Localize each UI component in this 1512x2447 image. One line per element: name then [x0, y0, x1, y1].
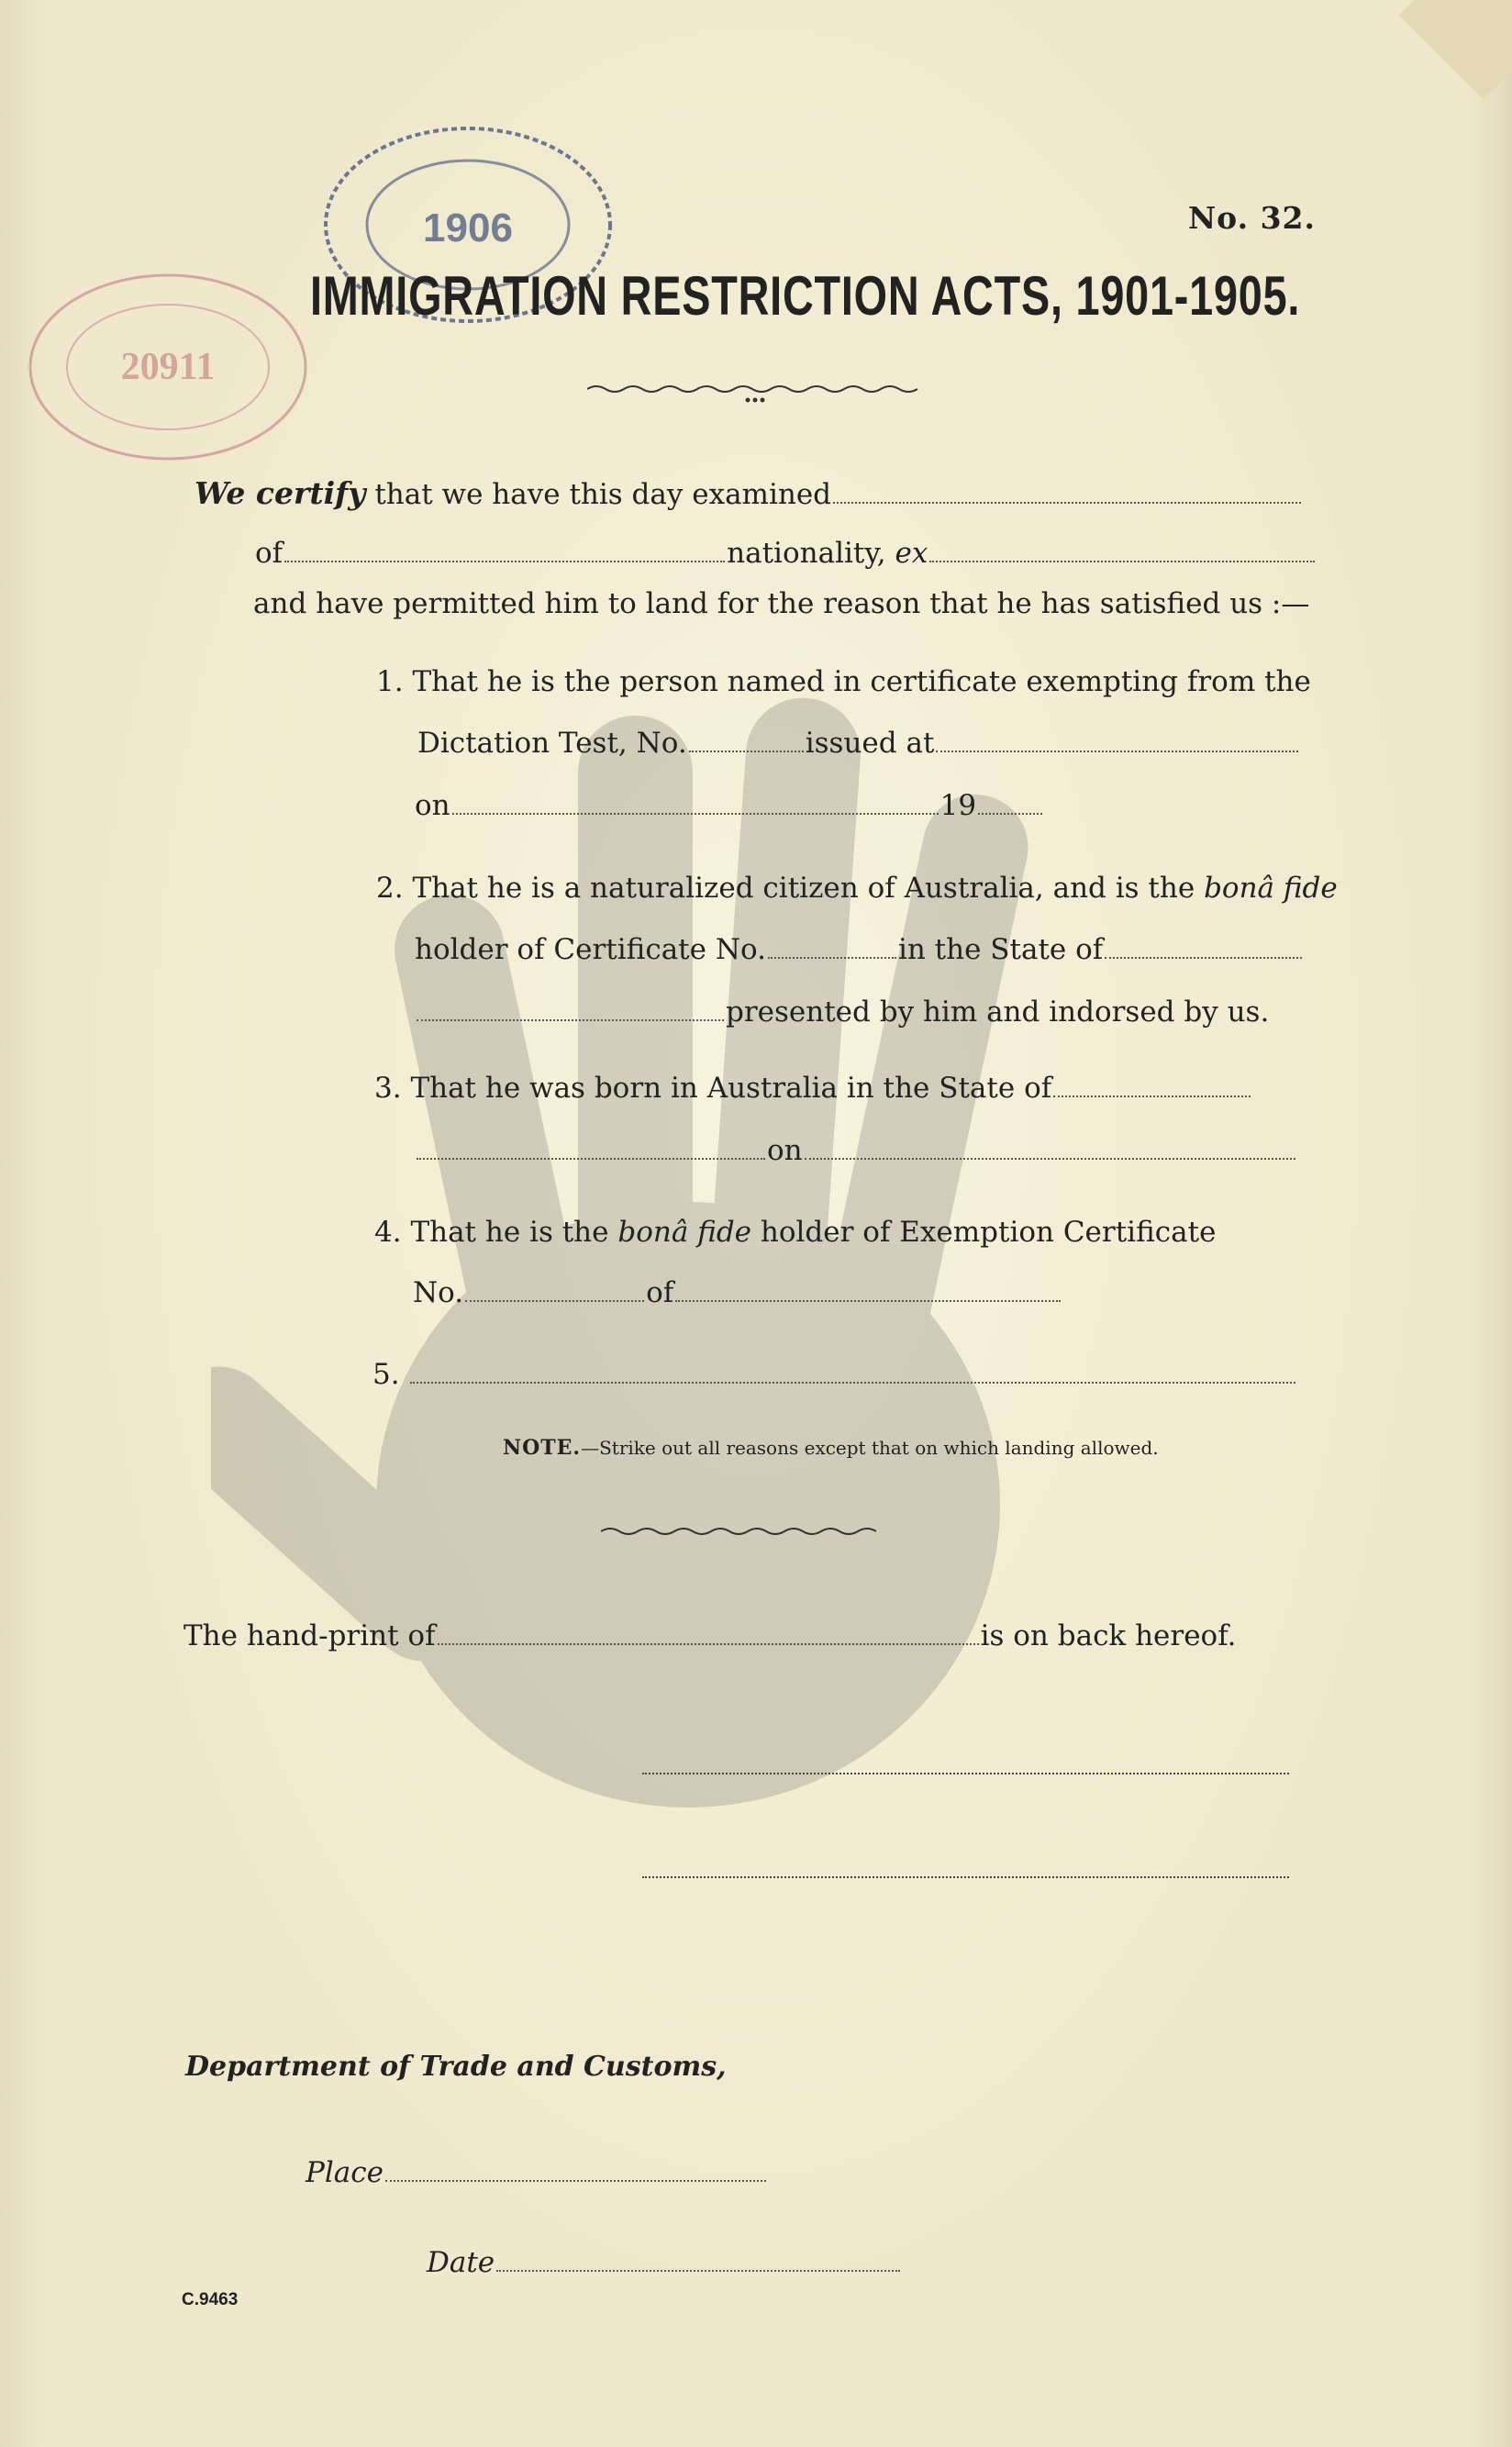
handprint-name-field[interactable] — [438, 1619, 979, 1645]
red-received-stamp — [17, 261, 319, 473]
reason-5-line — [372, 1358, 1297, 1391]
reason-3-number: 3. — [374, 1072, 402, 1105]
year-label: 19 — [939, 789, 977, 822]
examined-name-field[interactable] — [833, 478, 1301, 504]
reason-4-number: 4. — [374, 1216, 402, 1249]
folded-corner — [1399, 0, 1512, 99]
exemption-no-label: No. — [413, 1276, 464, 1309]
red-stamp-number: 20911 — [120, 346, 216, 388]
certify-line-2 — [255, 537, 1317, 570]
certify-lead: We certify — [195, 475, 366, 511]
reason-3-blank-field[interactable] — [417, 1134, 765, 1160]
certify-line-3: and have permitted him to land for the reason that he has satisfied us :— — [253, 587, 1310, 620]
date-label: Date — [427, 2246, 495, 2279]
reason-1-on-label: on — [415, 789, 450, 822]
dictation-test-no-field[interactable] — [689, 727, 804, 752]
reason-4-line-b — [413, 1276, 1062, 1309]
place-field[interactable] — [385, 2156, 766, 2182]
reason-5-field[interactable] — [410, 1358, 1295, 1384]
place-line — [306, 2156, 768, 2189]
reason-1-date-field[interactable] — [452, 789, 939, 815]
reason-2-number: 2. — [376, 872, 404, 905]
reason-3-line-b — [415, 1134, 1297, 1167]
state-field[interactable] — [1105, 933, 1302, 959]
reason-2-line-c — [415, 995, 1269, 1029]
of-field[interactable] — [284, 537, 725, 562]
date-line — [427, 2246, 902, 2279]
reason-1-line-a — [376, 665, 1311, 698]
handprint-suffix: is on back hereof. — [980, 1619, 1237, 1652]
reason-4-line-a — [374, 1216, 1216, 1249]
note-text: —Strike out all reasons except that on which landing allowed. — [581, 1437, 1159, 1459]
exemption-of-label: of — [646, 1276, 674, 1309]
certify-line-1 — [195, 475, 1303, 511]
document-code: C.9463 — [182, 2290, 239, 2309]
note-label: NOTE. — [503, 1436, 582, 1460]
presented-text: presented by him and indorsed by us. — [726, 995, 1270, 1029]
reason-1-line-b — [417, 727, 1300, 760]
signature-line-1[interactable] — [642, 1771, 1289, 1774]
reason-3-text: That he was born in Australia in the State of — [410, 1072, 1052, 1105]
date-field[interactable] — [496, 2246, 900, 2272]
reason-1-text: That he is the person named in certificate exempting from the — [412, 665, 1311, 698]
handprint-prefix: The hand-print of — [183, 1619, 436, 1652]
reason-2-text: That he is a naturalized citizen of Australia, and is the — [412, 872, 1195, 905]
department-heading: Department of Trade and Customs, — [185, 2051, 727, 2083]
issued-at-field[interactable] — [936, 727, 1298, 752]
birth-date-field[interactable] — [805, 1134, 1295, 1160]
reason-3-line-a — [374, 1072, 1252, 1105]
certificate-no-field[interactable] — [768, 933, 896, 959]
issued-at-label: issued at — [805, 727, 935, 760]
form-number: No. 32. — [1188, 200, 1316, 236]
of-label: of — [255, 537, 284, 570]
reason-5-number: 5. — [372, 1358, 400, 1391]
nationality-label: nationality, — [727, 537, 886, 570]
title-flourish-divider — [587, 376, 927, 407]
certify-text: that we have this day examined — [374, 478, 832, 511]
birth-state-field[interactable] — [1053, 1072, 1251, 1097]
reason-4-text-b: holder of Exemption Certificate — [760, 1216, 1217, 1249]
reason-1-number: 1. — [376, 665, 404, 698]
reason-2-bona-fide: bonâ fide — [1204, 872, 1338, 905]
reason-4-text-a: That he is the — [410, 1216, 609, 1249]
reason-1-line-c — [415, 789, 1044, 822]
dictation-test-label: Dictation Test, No. — [417, 727, 687, 760]
in-state-label: in the State of — [897, 933, 1104, 966]
exemption-no-field[interactable] — [465, 1276, 644, 1302]
handprint-line — [183, 1619, 1236, 1652]
note — [503, 1436, 1159, 1460]
reason-4-bona-fide: bonâ fide — [617, 1216, 752, 1249]
ex-label: ex — [895, 537, 928, 570]
certificate-no-label: holder of Certificate No. — [415, 933, 766, 966]
reason-3-on-label: on — [767, 1134, 803, 1167]
note-flourish-divider — [601, 1521, 876, 1541]
year-field[interactable] — [978, 789, 1042, 815]
exemption-of-field[interactable] — [675, 1276, 1061, 1302]
signature-line-2[interactable] — [642, 1874, 1289, 1878]
place-label: Place — [306, 2156, 384, 2189]
reason-2-line-b — [415, 933, 1304, 966]
page-title: IMMIGRATION RESTRICTION ACTS, 1901-1905. — [310, 265, 1301, 327]
reason-2-line-a — [376, 872, 1338, 905]
ex-vessel-field[interactable] — [929, 537, 1315, 562]
blue-stamp-year: 1906 — [423, 206, 513, 250]
reason-2-extra-field[interactable] — [417, 995, 724, 1021]
